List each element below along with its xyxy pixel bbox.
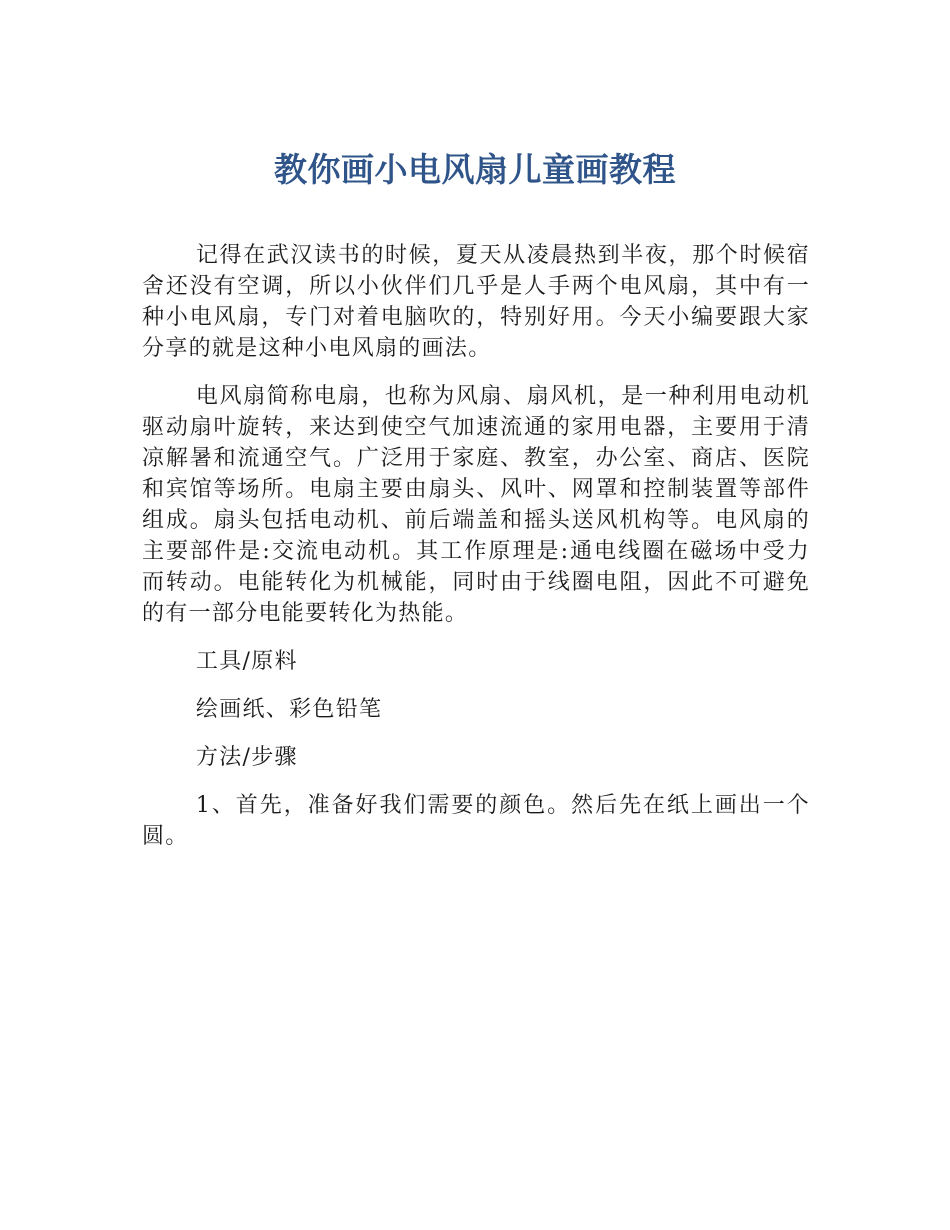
section-heading-steps: 方法/步骤 [195, 745, 298, 770]
paragraph-intro: 记得在武汉读书的时候，夏天从凌晨热到半夜，那个时候宿舍还没有空调，所以小伙伴们几乎是人手两个电风扇，其中有一种小电风扇，专门对着电脑吹的，特别好用。今天小编要跟大家分享的就是这种小电风扇的画法。 [142, 243, 810, 361]
document-body [142, 240, 810, 869]
paragraph-tools: 绘画纸、彩色铅笔 [195, 697, 383, 722]
section-heading-tools: 工具/原料 [195, 649, 298, 674]
document-title: 教你画小电风扇儿童画教程 [274, 150, 676, 189]
paragraph-step-1: 1、首先，准备好我们需要的颜色。然后先在纸上画出一个圆。 [142, 793, 810, 849]
paragraph-description: 电风扇简称电扇，也称为风扇、扇风机，是一种利用电动机驱动扇叶旋转，来达到使空气加速流通的家用电器，主要用于清凉解暑和流通空气。广泛用于家庭、教室，办公室、商店、医院和宾馆等场所。电扇主要由扇头、风叶、网罩和控制装置等部件组成。扇头包括电动机、前后端盖和摇头送风机构等。电风扇的主要部件是:交流电动机。其工作原理是:通电线圈在磁场中受力而转动。电能转化为机械能，同时由于线圈电阻，因此不可避免的有一部分电能要转化为热能。 [142, 384, 810, 626]
